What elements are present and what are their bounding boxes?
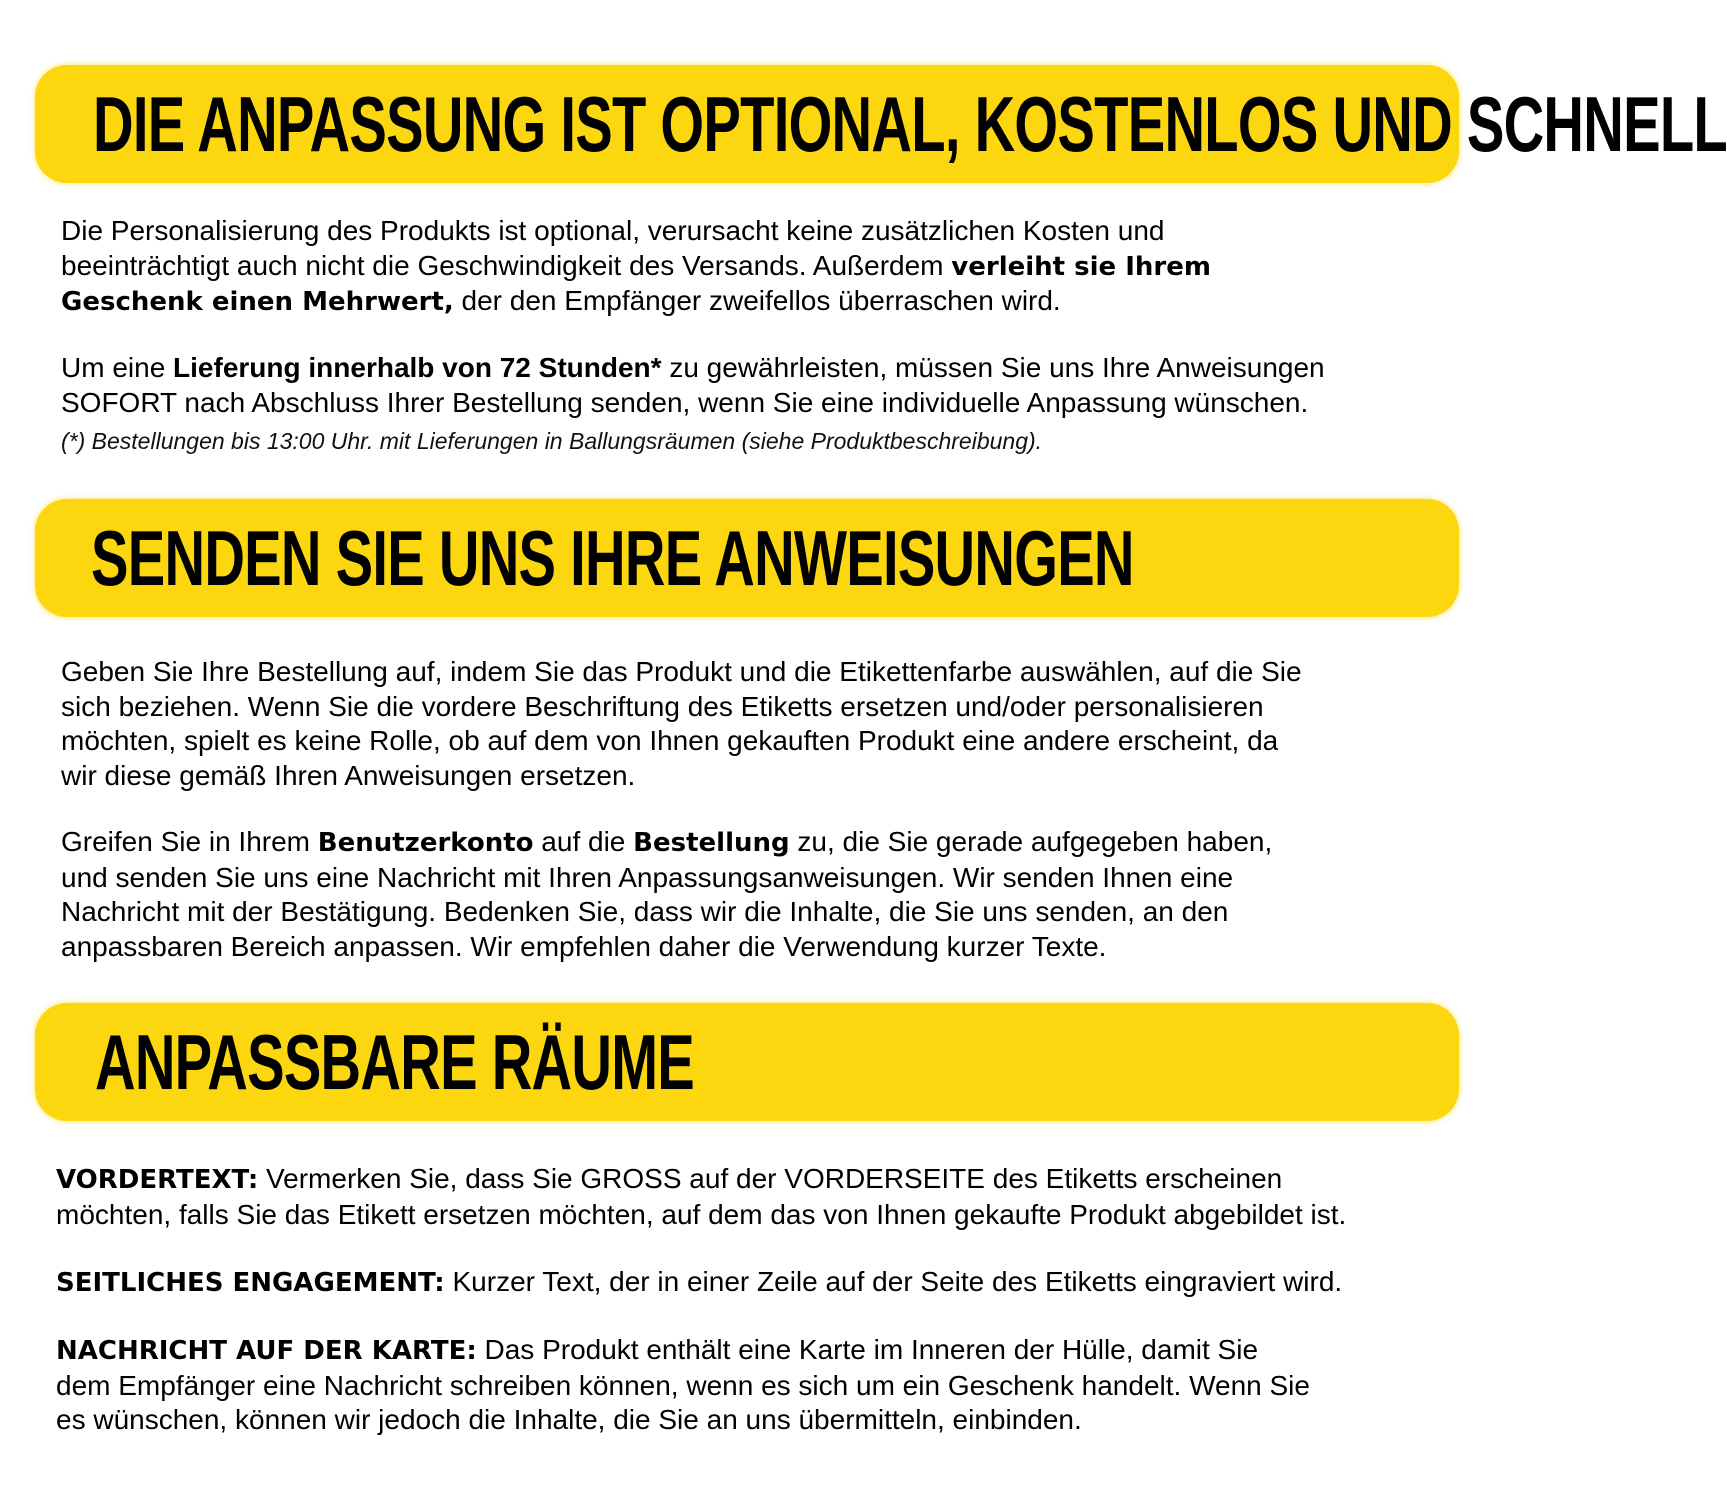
- item-label: NACHRICHT AUF DER KARTE:: [56, 1336, 477, 1366]
- text-line: auf die: [533, 826, 634, 857]
- section1-paragraph1: [61, 214, 1211, 320]
- text-line: es wünschen, können wir jedoch die Inhalte, die Sie an uns übermitteln, einbinden.: [56, 1404, 1082, 1435]
- item-front-text: [56, 1162, 1346, 1232]
- bold-text: Geschenk einen Mehrwert,: [61, 287, 454, 317]
- text-line: zu gewährleisten, müssen Sie uns Ihre Anweisungen: [661, 352, 1325, 383]
- bold-text: Lieferung innerhalb von 72 Stunden*: [173, 352, 662, 383]
- section3-title: ANPASSBARE RÄUME: [95, 1018, 695, 1106]
- text-line: möchten, falls Sie das Etikett ersetzen möchten, auf dem das von Ihnen gekaufte Produkt abgebildet ist.: [56, 1198, 1347, 1230]
- text-line: anpassbaren Bereich anpassen. Wir empfehlen daher die Verwendung kurzer Texte.: [61, 930, 1107, 962]
- section1-paragraph2: [61, 351, 1325, 459]
- section1-banner: [35, 65, 1727, 183]
- text-line: der den Empfänger zweifellos überraschen wird.: [453, 285, 1061, 316]
- bold-text: Benutzerkonto: [317, 828, 534, 858]
- text-line: möchten, spielt es keine Rolle, ob auf dem von Ihnen gekauften Produkt eine andere erscheint, da: [61, 725, 1279, 756]
- section2-banner: [35, 499, 1459, 617]
- item-label: VORDERTEXT:: [56, 1165, 259, 1195]
- section2-paragraph1: [61, 655, 1302, 793]
- text-line: zu, die Sie gerade aufgegeben haben,: [789, 826, 1273, 857]
- item-label: SEITLICHES ENGAGEMENT:: [56, 1268, 445, 1298]
- footnote: (*) Bestellungen bis 13:00 Uhr. mit Lieferungen in Ballungsräumen (siehe Produktbeschreibung).: [61, 428, 1043, 454]
- item-side-engraving: [56, 1265, 1342, 1301]
- text-line: und senden Sie uns eine Nachricht mit Ihren Anpassungsanweisungen. Wir senden Ihnen eine: [61, 861, 1234, 893]
- item-card-message: [56, 1333, 1310, 1438]
- bold-text: Bestellung: [633, 828, 790, 858]
- section2-title: SENDEN SIE UNS IHRE ANWEISUNGEN: [91, 514, 1134, 602]
- section3-banner: [35, 1003, 1459, 1121]
- bold-text: verleiht sie Ihrem: [951, 251, 1211, 282]
- section1-title: DIE ANPASSUNG IST OPTIONAL, KOSTENLOS UND SCHNELL: [93, 80, 1727, 168]
- text-line: Die Personalisierung des Produkts ist optional, verursacht keine zusätzlichen Kosten und: [61, 215, 1165, 246]
- text-line: Das Produkt enthält eine Karte im Inneren der Hülle, damit Sie: [476, 1334, 1259, 1365]
- text-line: wir diese gemäß Ihren Anweisungen ersetzen.: [61, 759, 636, 791]
- text-line: Geben Sie Ihre Bestellung auf, indem Sie das Produkt und die Etikettenfarbe auswählen, auf die Sie: [61, 656, 1302, 687]
- text-line: sich beziehen. Wenn Sie die vordere Beschriftung des Etiketts ersetzen und/oder personalisieren: [61, 690, 1264, 722]
- text-line: Um eine: [61, 352, 174, 383]
- text-line: SOFORT nach Abschluss Ihrer Bestellung senden, wenn Sie eine individuelle Anpassung wünschen.: [61, 386, 1309, 418]
- text-line: beeinträchtigt auch nicht die Geschwindigkeit des Versands. Außerdem: [61, 249, 952, 281]
- section2-paragraph2: [61, 825, 1272, 964]
- text-line: dem Empfänger eine Nachricht schreiben können, wenn es sich um ein Geschenk handelt. Wenn Sie: [56, 1369, 1310, 1401]
- text-line: Vermerken Sie, dass Sie GROSS auf der VORDERSEITE des Etiketts erscheinen: [258, 1163, 1283, 1194]
- text-line: Kurzer Text, der in einer Zeile auf der Seite des Etiketts eingraviert wird.: [444, 1266, 1343, 1297]
- text-line: Nachricht mit der Bestätigung. Bedenken Sie, dass wir die Inhalte, die Sie uns senden, an den: [61, 896, 1229, 927]
- text-line: Greifen Sie in Ihrem: [61, 826, 318, 857]
